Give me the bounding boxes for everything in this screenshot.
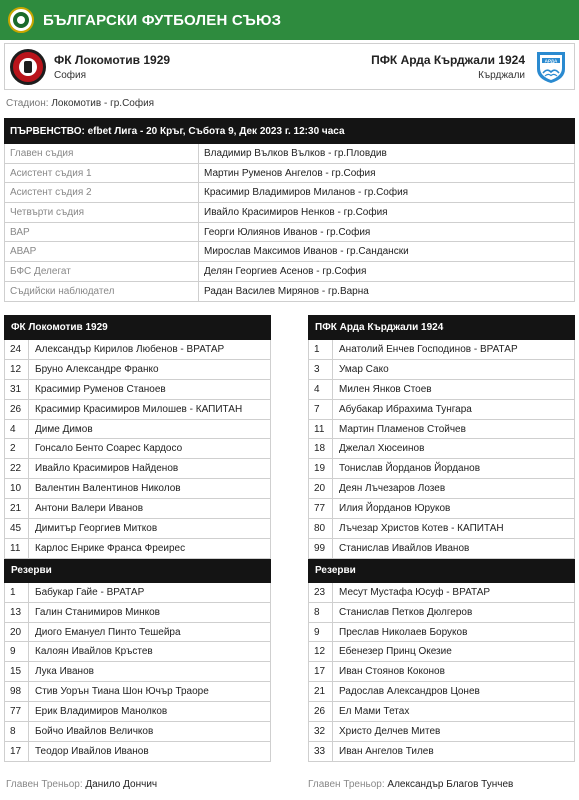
player-row	[309, 538, 575, 558]
player-name[interactable]: Карлос Енрике Франса Фреирес	[29, 538, 271, 558]
official-row	[5, 144, 575, 164]
player-number: 12	[5, 359, 29, 379]
player-number: 21	[5, 499, 29, 519]
player-name[interactable]: Бруно Александре Франко	[29, 359, 271, 379]
player-number: 24	[5, 340, 29, 360]
away-lineup-title: ПФК Арда Кърджали 1924	[309, 316, 575, 340]
player-row	[5, 439, 271, 459]
player-number: 17	[309, 662, 333, 682]
player-row	[5, 399, 271, 419]
home-reserves	[5, 582, 271, 761]
home-team-crest-icon	[10, 49, 46, 85]
player-row	[309, 642, 575, 662]
player-row	[309, 702, 575, 722]
player-row	[309, 479, 575, 499]
official-name: Делян Георгиев Асенов - гр.София	[199, 262, 575, 282]
player-name[interactable]: Тонислав Йорданов Йорданов	[333, 459, 575, 479]
player-name[interactable]: Анатолий Енчев Господинов - ВРАТАР	[333, 340, 575, 360]
player-number: 99	[309, 538, 333, 558]
player-number: 9	[309, 622, 333, 642]
player-row	[309, 439, 575, 459]
player-row	[5, 642, 271, 662]
player-row	[309, 582, 575, 602]
player-row	[5, 662, 271, 682]
player-number: 8	[5, 722, 29, 742]
player-number: 26	[309, 702, 333, 722]
player-name[interactable]: Деян Лъчезаров Лозев	[333, 479, 575, 499]
player-row	[5, 340, 271, 360]
player-row	[309, 662, 575, 682]
player-name[interactable]: Красимир Красимиров Милошев - КАПИТАН	[29, 399, 271, 419]
player-name[interactable]: Диме Димов	[29, 419, 271, 439]
official-role: АВАР	[5, 242, 199, 262]
player-name[interactable]: Ивайло Красимиров Найденов	[29, 459, 271, 479]
official-name: Мартин Руменов Ангелов - гр.София	[199, 163, 575, 183]
official-row	[5, 242, 575, 262]
official-role: Асистент съдия 1	[5, 163, 199, 183]
player-number: 77	[309, 499, 333, 519]
official-name: Радан Василев Мирянов - гр.Варна	[199, 281, 575, 301]
player-row	[309, 399, 575, 419]
player-name[interactable]: Красимир Руменов Станоев	[29, 379, 271, 399]
player-name[interactable]: Абубакар Ибрахима Тунгара	[333, 399, 575, 419]
player-name[interactable]: Станислав Петков Дюлгеров	[333, 602, 575, 622]
player-number: 15	[5, 662, 29, 682]
player-number: 7	[309, 399, 333, 419]
player-number: 12	[309, 642, 333, 662]
player-number: 45	[5, 519, 29, 539]
player-number: 18	[309, 439, 333, 459]
match-header	[4, 43, 575, 90]
player-row	[309, 622, 575, 642]
player-row	[5, 459, 271, 479]
player-row	[309, 499, 575, 519]
player-row	[309, 519, 575, 539]
player-name[interactable]: Теодор Ивайлов Иванов	[29, 741, 271, 761]
player-name[interactable]: Калоян Ивайлов Кръстев	[29, 642, 271, 662]
player-row	[5, 538, 271, 558]
official-role: ВАР	[5, 222, 199, 242]
player-number: 1	[309, 340, 333, 360]
home-team-city: София	[54, 70, 87, 81]
player-row	[5, 359, 271, 379]
header-title: БЪЛГАРСКИ ФУТБОЛЕН СЪЮЗ	[43, 11, 282, 29]
stadium-label: Стадион:	[6, 98, 49, 109]
player-name[interactable]: Радослав Александров Цонев	[333, 682, 575, 702]
player-number: 8	[309, 602, 333, 622]
player-row	[5, 682, 271, 702]
officials-body	[5, 144, 575, 302]
player-name[interactable]: Диого Емануел Пинто Тешейра	[29, 622, 271, 642]
player-number: 11	[5, 538, 29, 558]
away-reserves	[309, 582, 575, 761]
official-row	[5, 222, 575, 242]
player-name[interactable]: Джелал Хюсеинов	[333, 439, 575, 459]
stadium-value: Локомотив - гр.София	[51, 98, 155, 109]
official-name: Георги Юлиянов Иванов - гр.София	[199, 222, 575, 242]
player-name[interactable]: Галин Станимиров Минков	[29, 602, 271, 622]
away-coach-label: Главен Треньор:	[308, 779, 385, 790]
player-number: 2	[5, 439, 29, 459]
competition-label: ПЪРВЕНСТВО:	[10, 125, 85, 137]
bfs-logo-icon	[8, 7, 34, 33]
officials-table	[4, 118, 575, 302]
player-name[interactable]: Бабукар Гайе - ВРАТАР	[29, 582, 271, 602]
away-team-crest-icon	[533, 49, 569, 85]
player-number: 11	[309, 419, 333, 439]
competition-cell	[5, 119, 575, 144]
home-reserves-header	[5, 558, 271, 582]
player-name[interactable]: Антони Валери Иванов	[29, 499, 271, 519]
player-row	[309, 602, 575, 622]
player-row	[309, 459, 575, 479]
away-lineup-table	[308, 315, 575, 762]
player-number: 4	[5, 419, 29, 439]
official-row	[5, 281, 575, 301]
home-starters	[5, 340, 271, 559]
player-name[interactable]: Ебенезер Принц Окезие	[333, 642, 575, 662]
competition-value: efbet Лига - 20 Кръг, Събота 9, Дек 2023 г. 12:30 часа	[87, 125, 345, 137]
away-crest-text: АРДА	[544, 58, 558, 64]
official-row	[5, 203, 575, 223]
player-row	[309, 419, 575, 439]
player-name[interactable]: Преслав Николаев Боруков	[333, 622, 575, 642]
player-row	[5, 741, 271, 761]
player-number: 10	[5, 479, 29, 499]
official-name: Красимир Владимиров Миланов - гр.София	[199, 183, 575, 203]
player-name[interactable]: Гонсало Бенто Соарес Кардосо	[29, 439, 271, 459]
home-team-name[interactable]: ФК Локомотив 1929	[54, 53, 171, 67]
player-name[interactable]: Иван Ангелов Тилев	[333, 741, 575, 761]
player-name[interactable]: Умар Сако	[333, 359, 575, 379]
home-lineup-title: ФК Локомотив 1929	[5, 316, 271, 340]
away-lineup-header	[309, 316, 575, 340]
player-row	[5, 379, 271, 399]
player-number: 20	[5, 622, 29, 642]
player-number: 22	[5, 459, 29, 479]
player-name[interactable]: Лъчезар Христов Котев - КАПИТАН	[333, 519, 575, 539]
away-starters	[309, 340, 575, 559]
player-name[interactable]: Христо Делчев Митев	[333, 722, 575, 742]
player-row	[5, 622, 271, 642]
home-coach-name: Данило Дончич	[85, 779, 158, 790]
player-number: 26	[5, 399, 29, 419]
player-row	[309, 722, 575, 742]
player-number: 1	[5, 582, 29, 602]
official-name: Ивайло Красимиров Ненков - гр.София	[199, 203, 575, 223]
player-row	[5, 419, 271, 439]
official-name: Мирослав Максимов Иванов - гр.Сандански	[199, 242, 575, 262]
official-role: БФС Делегат	[5, 262, 199, 282]
player-name[interactable]: Ерик Владимиров Манолков	[29, 702, 271, 722]
official-row	[5, 183, 575, 203]
player-row	[5, 582, 271, 602]
player-number: 20	[309, 479, 333, 499]
official-role: Асистент съдия 2	[5, 183, 199, 203]
player-number: 9	[5, 642, 29, 662]
player-number: 13	[5, 602, 29, 622]
player-name[interactable]: Милен Янков Стоев	[333, 379, 575, 399]
away-team-name[interactable]: ПФК Арда Кърджали 1924	[371, 53, 525, 67]
home-coach-label: Главен Треньор:	[6, 779, 83, 790]
player-name[interactable]: Димитър Георгиев Митков	[29, 519, 271, 539]
player-number: 17	[5, 741, 29, 761]
player-row	[5, 479, 271, 499]
official-name: Владимир Вълков Вълков - гр.Пловдив	[199, 144, 575, 164]
player-name[interactable]: Стив Уорън Тиана Шон Ючър Траоре	[29, 682, 271, 702]
away-reserves-title: Резерви	[309, 558, 575, 582]
player-number: 23	[309, 582, 333, 602]
player-name[interactable]: Месут Мустафа Юсуф - ВРАТАР	[333, 582, 575, 602]
player-row	[5, 722, 271, 742]
player-name[interactable]: Станислав Ивайлов Иванов	[333, 538, 575, 558]
player-name[interactable]: Валентин Валентинов Николов	[29, 479, 271, 499]
player-number: 31	[5, 379, 29, 399]
official-row	[5, 163, 575, 183]
player-name[interactable]: Илия Йорданов Юруков	[333, 499, 575, 519]
home-reserves-title: Резерви	[5, 558, 271, 582]
official-role: Главен съдия	[5, 144, 199, 164]
player-number: 80	[309, 519, 333, 539]
player-row	[309, 359, 575, 379]
player-number: 98	[5, 682, 29, 702]
player-row	[309, 340, 575, 360]
player-name[interactable]: Иван Стоянов Коконов	[333, 662, 575, 682]
away-team-city: Кърджали	[478, 70, 525, 81]
official-row	[5, 262, 575, 282]
official-role: Съдийски наблюдател	[5, 281, 199, 301]
player-row	[309, 379, 575, 399]
player-name[interactable]: Ел Мами Тетах	[333, 702, 575, 722]
player-row	[309, 682, 575, 702]
player-number: 32	[309, 722, 333, 742]
away-reserves-header	[309, 558, 575, 582]
stadium-info	[6, 98, 154, 109]
header-bar	[0, 0, 579, 40]
away-coach	[308, 779, 513, 790]
player-number: 3	[309, 359, 333, 379]
official-role: Четвърти съдия	[5, 203, 199, 223]
home-coach	[6, 779, 157, 790]
player-name[interactable]: Александър Кирилов Любенов - ВРАТАР	[29, 340, 271, 360]
player-number: 4	[309, 379, 333, 399]
away-coach-name: Александър Благов Тунчев	[387, 779, 514, 790]
competition-row	[5, 119, 575, 144]
player-row	[5, 499, 271, 519]
home-lineup-table	[4, 315, 271, 762]
player-row	[5, 702, 271, 722]
player-number: 21	[309, 682, 333, 702]
home-lineup-header	[5, 316, 271, 340]
player-number: 77	[5, 702, 29, 722]
player-number: 19	[309, 459, 333, 479]
player-row	[5, 519, 271, 539]
player-name[interactable]: Лука Иванов	[29, 662, 271, 682]
player-row	[309, 741, 575, 761]
player-name[interactable]: Мартин Пламенов Стойчев	[333, 419, 575, 439]
player-name[interactable]: Бойчо Ивайлов Величков	[29, 722, 271, 742]
player-number: 33	[309, 741, 333, 761]
player-row	[5, 602, 271, 622]
